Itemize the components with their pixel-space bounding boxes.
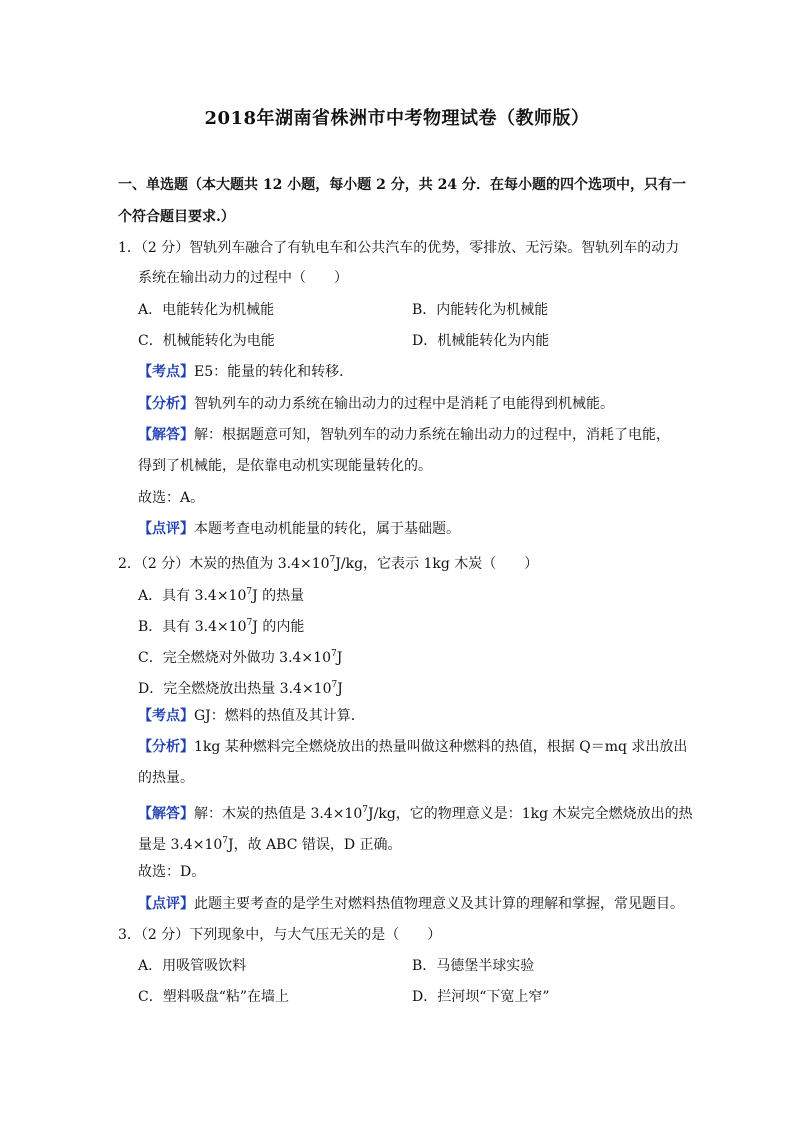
jieda-tag: 【解答】: [138, 427, 194, 443]
dianping-tag: 【点评】: [138, 896, 194, 912]
q2-dianping: [138, 894, 684, 914]
q2-fenxi-line2: 的热量。: [138, 770, 194, 786]
q2-option-d: [138, 675, 343, 699]
q1-fenxi-text: 智轨列车的动力系统在输出动力的过程中是消耗了电能得到机械能。: [194, 396, 614, 412]
q1-dianping: [138, 519, 460, 539]
q3-option-b: B．马德堡半球实验: [412, 958, 535, 974]
fenxi-tag: 【分析】: [138, 739, 194, 755]
kaodian-tag: 【考点】: [138, 708, 194, 724]
q1-kaodian-text: E5：能量的转化和转移．: [194, 364, 354, 380]
q3-stem: 3．（2 分）下列现象中，与大气压无关的是（ ）: [118, 927, 442, 943]
q2-jieda1-part2: J/kg，它的物理意义是：1kg 木炭完全燃烧放出的热: [368, 806, 693, 822]
q2-option-d-part1: D．完全燃烧放出热量 3.4×10: [138, 681, 332, 697]
q2-jieda2-part1: 量是 3.4×10: [138, 837, 223, 853]
q2-answer: 故选：D。: [138, 864, 206, 880]
q3-option-d: D．拦河坝“下宽上窄”: [412, 989, 550, 1005]
q2-stem-exponent: 7: [329, 555, 336, 565]
q1-jieda-text1: 解：根据题意可知，智轨列车的动力系统在输出动力的过程中，消耗了电能，: [194, 427, 670, 443]
q2-option-a: [138, 582, 304, 606]
q2-jieda1-part1: 解：木炭的热值是 3.4×10: [194, 806, 363, 822]
q2-option-c-exponent: 7: [330, 649, 337, 659]
q2-option-c-part1: C．完全燃烧对外做功 3.4×10: [138, 650, 331, 666]
q2-option-a-part2: J 的热量: [252, 588, 305, 604]
fenxi-tag: 【分析】: [138, 396, 194, 412]
q1-option-b: B．内能转化为机械能: [412, 302, 549, 318]
q2-option-b-part2: J 的内能: [252, 619, 305, 635]
q2-kaodian: [138, 706, 365, 726]
dianping-tag: 【点评】: [138, 521, 194, 537]
q2-jieda2-exponent: 7: [222, 836, 228, 846]
q1-stem-line1: 1．（2 分）智轨列车融合了有轨电车和公共汽车的优势，零排放、无污染。智轨列车的动力: [118, 240, 680, 256]
q2-option-b: [138, 613, 304, 637]
q2-stem: [118, 550, 538, 574]
q2-fenxi-text1: 1kg 某种燃料完全燃烧放出的热量叫做这种燃料的热值，根据 Q＝mq 求出放出: [194, 739, 688, 755]
q1-option-d: D．机械能转化为内能: [412, 333, 550, 349]
q2-option-a-exponent: 7: [246, 587, 253, 597]
q1-fenxi: [138, 394, 614, 414]
q2-option-a-part1: A．具有 3.4×10: [138, 588, 247, 604]
q2-option-d-part2: J: [337, 681, 343, 697]
kaodian-tag: 【考点】: [138, 364, 194, 380]
q1-answer: 故选：A。: [138, 490, 205, 506]
q1-kaodian: [138, 362, 353, 382]
q2-option-b-exponent: 7: [246, 618, 253, 628]
q2-option-c-part2: J: [336, 650, 343, 666]
q1-option-c: C．机械能转化为电能: [138, 333, 275, 349]
q2-stem-part2: J/kg，它表示 1kg 木炭（ ）: [335, 556, 539, 572]
q3-option-a: A．用吸管吸饮料: [138, 958, 247, 974]
q2-dianping-text: 此题主要考查的是学生对燃料热值物理意义及其计算的理解和掌握，常见题目。: [194, 896, 684, 912]
q2-stem-part1: 2．（2 分）木炭的热值为 3.4×10: [118, 556, 330, 572]
q1-jieda-line1: [138, 425, 670, 445]
q1-option-a: A．电能转化为机械能: [138, 302, 275, 318]
q2-jieda1-exponent: 7: [362, 805, 368, 815]
q2-option-c: [138, 644, 342, 668]
q2-jieda2-part2: J，故 ABC 错误，D 正确。: [228, 837, 402, 853]
q2-option-d-exponent: 7: [331, 680, 338, 690]
q2-fenxi-line1: [138, 737, 687, 757]
section-heading-line1: 一、单选题（本大题共 12 小题，每小题 2 分，共 24 分．在每小题的四个选项中，只有一: [118, 177, 686, 193]
jieda-tag: 【解答】: [138, 806, 194, 822]
q1-stem-line2: 系统在输出动力的过程中（ ）: [138, 270, 348, 286]
q3-option-c: C．塑料吸盘“粘”在墙上: [138, 989, 290, 1005]
q2-kaodian-text: GJ：燃料的热值及其计算．: [194, 708, 365, 724]
q2-jieda-line1: [138, 800, 693, 824]
q2-jieda-line2: [138, 831, 402, 855]
q2-option-b-part1: B．具有 3.4×10: [138, 619, 247, 635]
q1-dianping-text: 本题考查电动机能量的转化，属于基础题。: [194, 521, 460, 537]
q1-jieda-line2: 得到了机械能，是依靠电动机实现能量转化的。: [138, 458, 432, 474]
section-heading-line2: 个符合题目要求.）: [118, 209, 235, 225]
page-title: 2018年湖南省株洲市中考物理试卷（教师版）: [204, 108, 590, 129]
